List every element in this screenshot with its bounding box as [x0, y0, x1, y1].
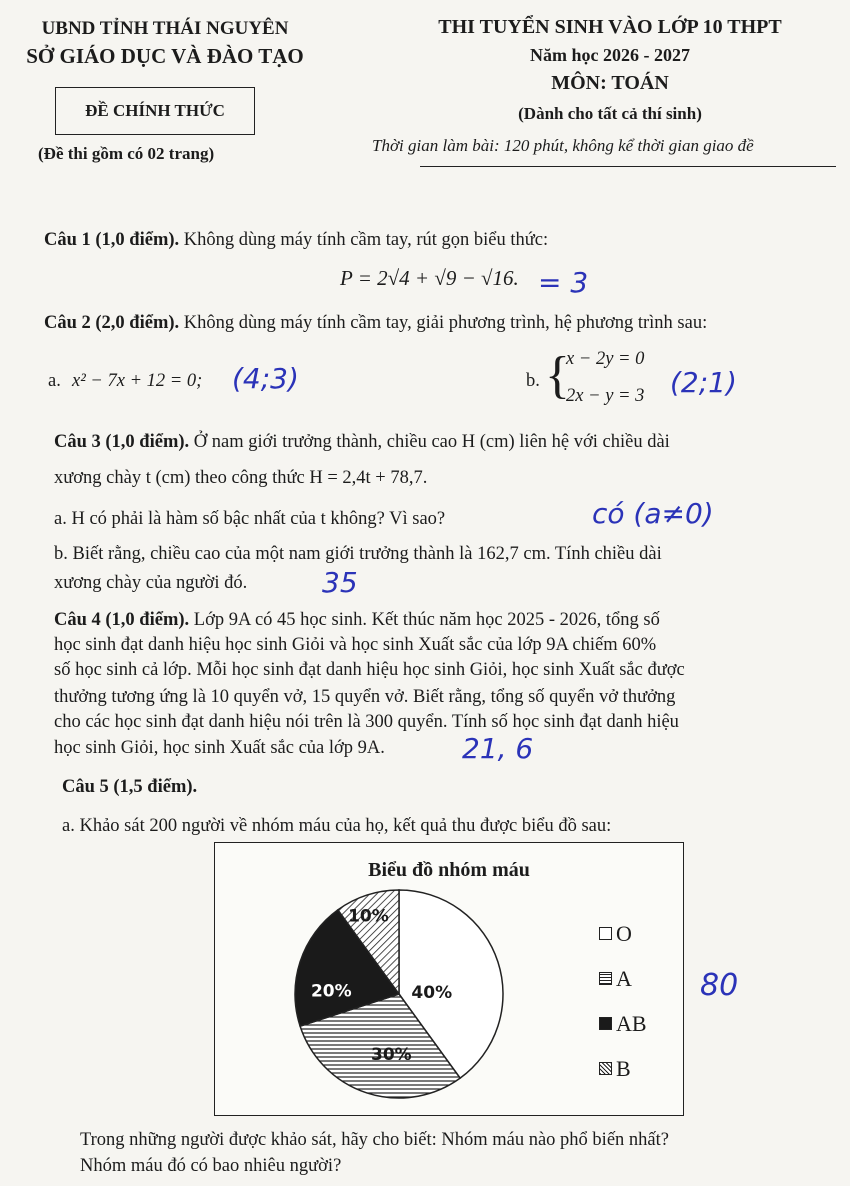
department-name-line1: UBND TỈNH THÁI NGUYÊN — [41, 18, 289, 39]
q4-line4: thưởng tương ứng là 10 quyển vở, 15 quyển vở. Biết rằng, tổng số quyển vở thưởng — [54, 687, 676, 707]
blood-type-chart — [214, 842, 684, 1116]
q3-body-1: Ở nam giới trưởng thành, chiều cao H (cm) liên hệ với chiều dài — [189, 432, 670, 452]
official-exam-box: ĐỀ CHÍNH THỨC — [55, 87, 255, 135]
q2b-equation-2: 2x − y = 3 — [566, 386, 645, 406]
legend-item-b — [599, 1046, 647, 1091]
q2-head: Câu 2 (2,0 điểm). — [44, 313, 180, 333]
q2a-handwritten-answer: (4;3) — [232, 362, 299, 395]
q2a-equation: x² − 7x + 12 = 0; — [72, 371, 203, 391]
exam-title: THI TUYỂN SINH VÀO LỚP 10 THPT — [438, 16, 782, 38]
q1-head: Câu 1 (1,0 điểm). — [44, 230, 180, 250]
q4-body-1: Lớp 9A có 45 học sinh. Kết thúc năm học 2025 - 2026, tổng số — [189, 610, 660, 630]
q4-handwritten-answer: 21, 6 — [462, 732, 534, 765]
q2b-brace: { — [545, 347, 570, 404]
q3-head: Câu 3 (1,0 điểm). — [54, 432, 190, 452]
header-divider — [420, 166, 836, 167]
department-name-line2: SỞ GIÁO DỤC VÀ ĐÀO TẠO — [26, 44, 304, 68]
school-year: Năm học 2026 - 2027 — [530, 45, 690, 65]
q4-line5: cho các học sinh đạt danh hiệu nói trên là 300 quyển. Tính số học sinh đạt danh hiệu — [54, 712, 679, 732]
q4-line2: học sinh đạt danh hiệu học sinh Giỏi và học sinh Xuất sắc của lớp 9A chiếm 60% — [54, 635, 657, 655]
legend-label-a: A — [616, 965, 632, 991]
q3-part-b-line1: b. Biết rằng, chiều cao của một nam giới trưởng thành là 162,7 cm. Tính chiều dài — [54, 544, 662, 564]
subject: MÔN: TOÁN — [551, 72, 669, 94]
q2-text — [44, 309, 707, 338]
q2b-label: b. — [526, 371, 540, 391]
legend-label-b: B — [616, 1055, 631, 1081]
q5-foot-line2: Nhóm máu đó có bao nhiêu người? — [80, 1156, 342, 1176]
q4-line3: số học sinh cả lớp. Mỗi học sinh đạt danh hiệu học sinh Giỏi, học sinh Xuất sắc được — [54, 660, 685, 680]
q3b-handwritten-answer: 35 — [322, 566, 358, 599]
pie-label-o: 40% — [411, 982, 453, 1003]
pages-note: (Đề thi gồm có 02 trang) — [38, 144, 215, 163]
pie-label-b: 10% — [348, 906, 389, 927]
legend-swatch-a — [599, 972, 612, 985]
q1-formula: P = 2√4 + √9 − √16. — [340, 266, 519, 290]
chart-title: Biểu đồ nhóm máu — [368, 859, 530, 881]
q1-handwritten-answer: = 3 — [538, 266, 589, 299]
q4-line6: học sinh Giỏi, học sinh Xuất sắc của lớp 9A. — [54, 738, 385, 758]
q5-handwritten-answer: 80 — [700, 968, 739, 1003]
legend-swatch-o — [599, 927, 612, 940]
q2b-handwritten-answer: (2;1) — [670, 366, 737, 399]
legend-item-ab — [599, 1001, 647, 1046]
q5-part-a: a. Khảo sát 200 người về nhóm máu của họ, kết quả thu được biểu đồ sau: — [62, 816, 612, 836]
q1-body: Không dùng máy tính cầm tay, rút gọn biểu thức: — [179, 230, 549, 250]
legend-swatch-ab — [599, 1017, 612, 1030]
q3-line2: xương chày t (cm) theo công thức H = 2,4t + 78,7. — [54, 468, 428, 488]
candidate-note: (Dành cho tất cả thí sinh) — [518, 104, 702, 123]
q2a-label: a. — [48, 371, 61, 391]
pie-label-a: 30% — [371, 1045, 412, 1066]
q2b-equation-1: x − 2y = 0 — [566, 349, 645, 369]
chart-legend — [599, 911, 647, 1091]
q3-part-a: a. H có phải là hàm số bậc nhất của t không? Vì sao? — [54, 509, 446, 529]
legend-item-o — [599, 911, 647, 956]
legend-label-o: O — [616, 920, 632, 946]
q2-body: Không dùng máy tính cầm tay, giải phương trình, hệ phương trình sau: — [179, 313, 708, 333]
legend-item-a — [599, 956, 647, 1001]
q4-head: Câu 4 (1,0 điểm). — [54, 610, 190, 630]
q3-part-b-line2: xương chày của người đó. — [54, 573, 248, 593]
q3a-handwritten-answer: có (a≠0) — [592, 497, 714, 530]
pie-label-ab: 20% — [310, 981, 352, 1002]
legend-label-ab: AB — [616, 1010, 647, 1036]
time-note: Thời gian làm bài: 120 phút, không kể thời gian giao đề — [372, 136, 754, 155]
q5-head: Câu 5 (1,5 điểm). — [62, 777, 198, 797]
q3-line1 — [54, 428, 844, 457]
q1-text — [44, 226, 548, 255]
q5-foot-line1: Trong những người được khảo sát, hãy cho biết: Nhóm máu nào phổ biến nhất? — [80, 1130, 669, 1150]
legend-swatch-b — [599, 1062, 612, 1075]
